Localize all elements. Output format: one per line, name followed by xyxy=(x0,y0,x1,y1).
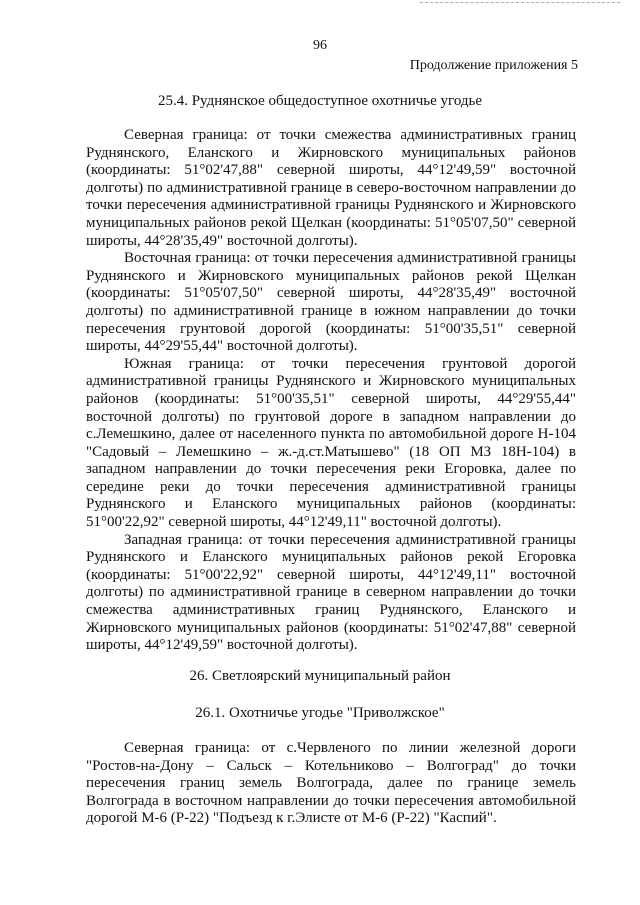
section-26-title: 26. Светлоярский муниципальный район xyxy=(189,668,451,684)
section-25-4-title: 25.4. Руднянское общедоступное охотничье угодье xyxy=(157,93,483,109)
section-26-1-title: 26.1. Охотничье угодье "Приволжское" xyxy=(195,705,445,721)
section-26-1-body xyxy=(86,740,576,828)
section-25-4-body xyxy=(86,127,576,655)
north-border-paragraph-26-1: Северная граница: от с.Червленого по линии железной дороги "Ростов-на-Дону – Сальск – Котельниково – Волгоград" до точки пересечения границ земель Волгограда, далее по границе земель Волгограда в восточном направлении до точки пересечения автомобильной дорогой М-6 (Р-22) "Подъезд к г.Элисте от М-6 (Р-22) "Каспий". xyxy=(86,740,576,827)
appendix-note: Продолжение приложения 5 xyxy=(409,58,578,73)
east-border-paragraph: Восточная граница: от точки пересечения административной границы Руднянского и Жирновского муниципальных районов рекой Щелкан (координаты: 51°05'07,50" северной широты, 44°28'35,49" восточной долготы) по административной границе в южном направлении до точки пересечения грунтовой дорогой (координаты: 51°00'35,51" северной широты, 44°29'55,44" восточной долготы). xyxy=(86,250,576,355)
north-border-paragraph: Северная граница: от точки смежества административных границ Руднянского, Еланского и Жирновского муниципальных районов (координаты: 51°02'47,88" северной широты, 44°12'49,59" восточной долготы) по административной границе в северо-восточном направлении до точки пересечения административной границы Руднянского и Жирновского муниципальных районов рекой Щелкан (координаты: 51°05'07,50" северной широты, 44°28'35,49" восточной долготы). xyxy=(86,127,576,249)
south-border-paragraph: Южная граница: от точки пересечения грунтовой дорогой административной границы Руднянского и Жирновского муниципальных районов (координаты: 51°00'35,51" северной широты, 44°29'55,44" восточной долготы) по грунтовой дороге в западном направлении до с.Лемешкино, далее от населенного пункта по автомобильной дороге Н-104 "Садовый – Лемешкино – ж.-д.ст.Матышево" (18 ОП МЗ 18Н-104) в западном направлении до точки пересечения реки Егоровка, далее по середине реки до точки пересечения административной границы Руднянского и Еланского муниципальных районов (координаты: 51°00'22,92" северной широты, 44°12'49,11" восточной долготы). xyxy=(86,355,576,531)
top-edge-rule xyxy=(420,2,620,3)
page-number: 96 xyxy=(313,38,327,53)
west-border-paragraph: Западная граница: от точки пересечения административной границы Руднянского и Еланского муниципальных районов рекой Егоровка (координаты: 51°00'22,92" северной широты, 44°12'49,11" восточной долготы) по административной границе в северном направлении до точки смежества административных границ Руднянского, Еланского и Жирновского муниципальных районов (координаты: 51°02'47,88" северной широты, 44°12'49,59" восточной долготы). xyxy=(86,531,576,654)
